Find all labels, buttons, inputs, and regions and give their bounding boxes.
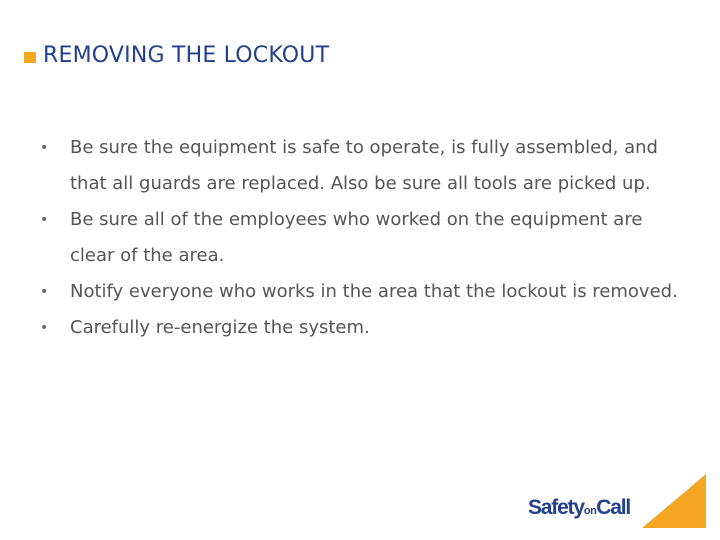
safety-on-call-logo: [528, 496, 630, 520]
bullet-list: [0, 130, 720, 346]
bullet-dot-icon: •: [40, 320, 49, 336]
bullet-item: [0, 274, 720, 310]
corner-triangle-icon: [642, 474, 706, 528]
bullet-dot-icon: •: [40, 140, 49, 156]
bullet-text: Carefully re-energize the system.: [70, 317, 370, 338]
logo-text-safety: Safety: [528, 496, 584, 519]
bullet-text: Be sure the equipment is safe to operate, is fully assembled, and that all guards are replaced. Also be sure all tools are picked up.: [70, 137, 658, 194]
bullet-text: Be sure all of the employees who worked on the equipment are clear of the area.: [70, 209, 643, 266]
bullet-dot-icon: •: [40, 284, 49, 300]
logo-text-on: on: [583, 505, 597, 517]
title-accent-square: [24, 52, 36, 63]
bullet-item: [0, 130, 720, 202]
logo-text-call: Call: [596, 496, 631, 519]
corner-triangle-shape: [642, 474, 706, 528]
bullet-item: [0, 310, 720, 346]
bullet-item: [0, 202, 720, 274]
bullet-text: Notify everyone who works in the area that the lockout is removed.: [70, 281, 678, 302]
bullet-dot-icon: •: [40, 212, 49, 228]
slide-title: REMOVING THE LOCKOUT: [43, 43, 330, 68]
